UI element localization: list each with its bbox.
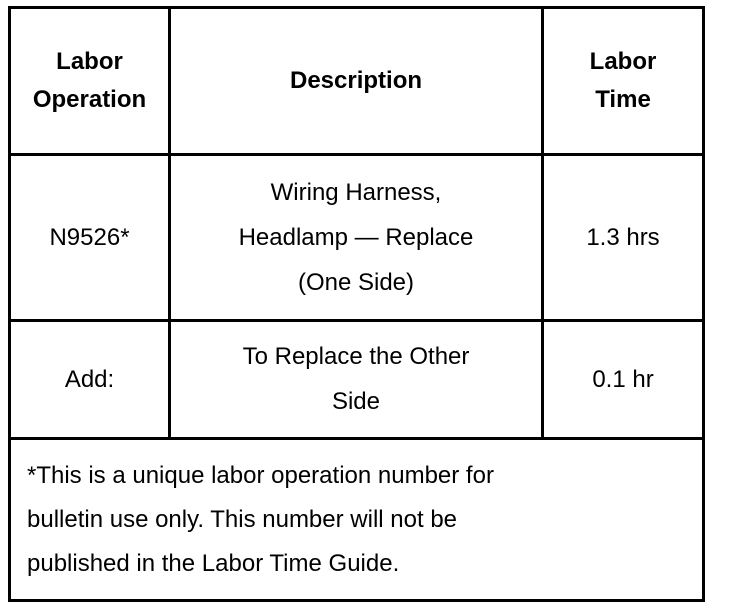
- labor-time-cell: 1.3 hrs: [543, 154, 704, 320]
- labor-operation-cell: N9526*: [10, 154, 170, 320]
- header-labor-operation: [10, 8, 170, 155]
- table-header-row: [10, 8, 704, 155]
- table-row: [10, 154, 704, 320]
- header-labor-operation-line: Operation: [32, 85, 147, 113]
- description-line: Side: [331, 388, 381, 416]
- header-labor-operation-line: Labor: [56, 47, 123, 75]
- table-row: [10, 320, 704, 439]
- header-description: Description: [170, 8, 543, 155]
- description-line: To Replace the Other: [242, 343, 470, 371]
- description-cell: [170, 320, 543, 439]
- footnote-cell: [10, 439, 704, 601]
- footnote-line: bulletin use only. This number will not be: [27, 505, 458, 533]
- labor-operation-cell: Add:: [10, 320, 170, 439]
- description-line: Headlamp — Replace: [238, 223, 474, 251]
- footnote-line: *This is a unique labor operation number for: [27, 461, 494, 489]
- description-line: (One Side): [297, 268, 415, 296]
- footnote-row: [10, 439, 704, 601]
- header-labor-time-line: Labor: [589, 47, 657, 75]
- header-labor-time: [543, 8, 704, 155]
- footnote-line: published in the Labor Time Guide.: [27, 549, 400, 577]
- labor-time-cell: 0.1 hr: [543, 320, 704, 439]
- header-labor-time-line: Time: [595, 85, 651, 113]
- description-line: Wiring Harness,: [270, 178, 442, 206]
- labor-time-table: [8, 6, 705, 602]
- description-cell: [170, 154, 543, 320]
